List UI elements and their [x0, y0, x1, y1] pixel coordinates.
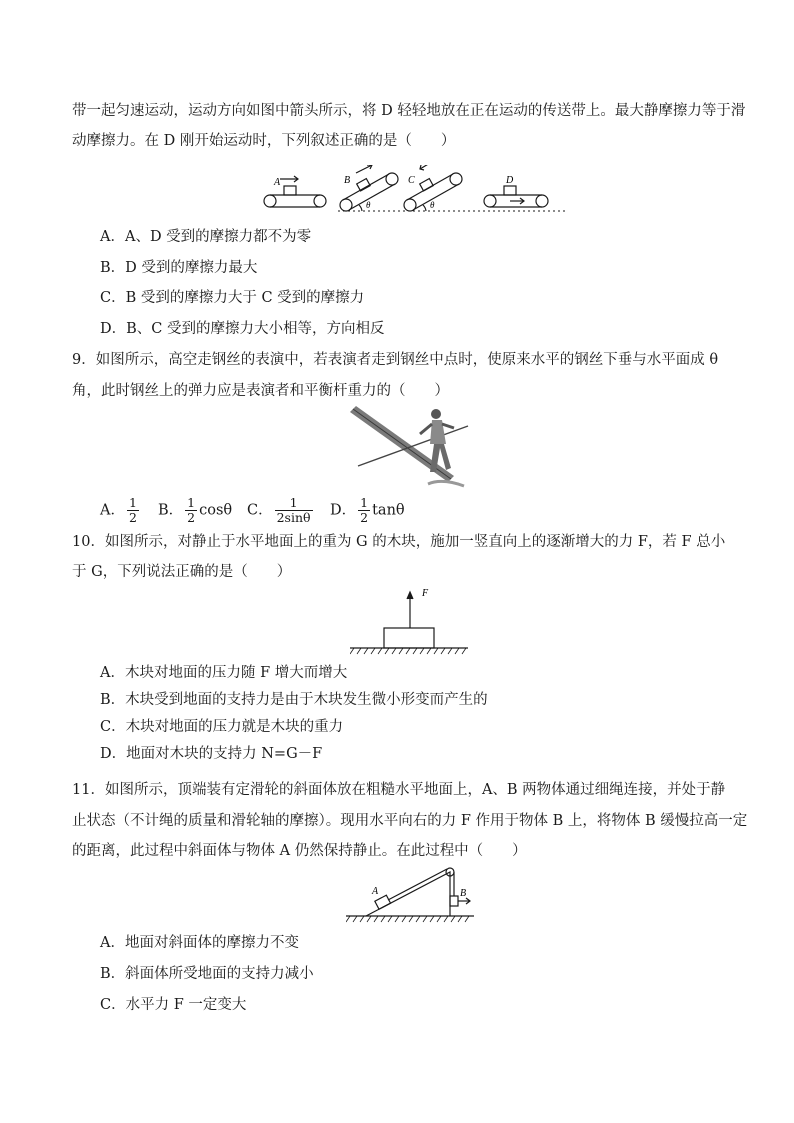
q11-option-c[interactable]: C．水平力 F 一定变大	[100, 997, 247, 1013]
q9-tightrope-figure	[350, 404, 470, 490]
q8-label-theta-b: θ	[366, 200, 371, 210]
q10-option-a[interactable]: A．木块对地面的压力随 F 增大而增大	[100, 665, 348, 681]
q8-option-b[interactable]: B．D 受到的摩擦力最大	[100, 260, 258, 276]
q9-answer-d[interactable]	[330, 496, 405, 525]
q9-answer-b[interactable]	[158, 496, 232, 525]
q9-answer-b-den: 2	[187, 510, 196, 525]
q8-option-a[interactable]: A．A、D 受到的摩擦力都不为零	[100, 229, 312, 245]
q9-text-line-2: 角，此时钢丝上的弹力应是表演者和平衡杆重力的（ ）	[72, 383, 449, 399]
q11-label-a: A	[372, 886, 379, 897]
q9-answer-b-tail: cosθ	[199, 502, 233, 519]
q9-answer-a[interactable]	[100, 496, 141, 525]
q9-answer-d-letter: D．	[330, 502, 357, 519]
q10-option-c[interactable]: C．木块对地面的压力就是木块的重力	[100, 719, 344, 735]
q9-answer-c[interactable]	[247, 496, 315, 525]
q9-text-line-1: 9．如图所示，高空走钢丝的表演中，若表演者走到钢丝中点时，使原来水平的钢丝下垂与水平面成 θ	[72, 352, 719, 368]
q10-option-d[interactable]: D．地面对木块的支持力 N=G－F	[100, 746, 323, 762]
q9-answer-d-fraction	[358, 496, 370, 525]
q8-option-c[interactable]: C．B 受到的摩擦力大于 C 受到的摩擦力	[100, 290, 365, 306]
q11-text-line-2: 止状态（不计绳的质量和滑轮轴的摩擦）。现用水平向右的力 F 作用于物体 B 上，将物体 B 缓慢拉高一定	[72, 813, 748, 829]
q9-answer-c-num: 1	[275, 496, 313, 511]
q8-label-theta-c: θ	[430, 200, 435, 210]
q8-conveyor-figure	[258, 165, 568, 215]
q11-option-b[interactable]: B．斜面体所受地面的支持力减小	[100, 966, 314, 982]
q9-answer-d-num: 1	[360, 495, 369, 510]
q9-answer-a-den: 2	[128, 510, 137, 525]
q11-label-b: B	[460, 888, 467, 899]
q10-text-line-2: 于 G，下列说法正确的是（ ）	[72, 564, 292, 580]
q8-text-line-2: 动摩擦力。在 D 刚开始运动时，下列叙述正确的是（ ）	[72, 133, 456, 149]
q10-block-figure	[350, 584, 470, 658]
q11-text-line-3: 的距离，此过程中斜面体与物体 A 仍然保持静止。在此过程中（ ）	[72, 843, 527, 859]
q8-text-line-1: 带一起匀速运动，运动方向如图中箭头所示，将 D 轻轻地放在正在运动的传送带上。最大静摩擦力等于滑	[72, 103, 746, 119]
q8-option-d[interactable]: D．B、C 受到的摩擦力大小相等，方向相反	[100, 321, 385, 337]
q8-label-a: A	[274, 177, 281, 188]
q10-text-line-1: 10．如图所示，对静止于水平地面上的重为 G 的木块，施加一竖直向上的逐渐增大的力 F，若 F 总小	[72, 534, 726, 550]
q9-answer-c-fraction	[275, 496, 313, 525]
q9-answer-b-fraction	[185, 496, 197, 525]
q10-option-b[interactable]: B．木块受到地面的支持力是由于木块发生微小形变而产生的	[100, 692, 488, 708]
q9-answer-d-tail: tanθ	[372, 502, 405, 519]
q8-label-c: C	[408, 175, 415, 186]
q8-label-d: D	[506, 175, 514, 186]
q9-answer-d-den: 2	[360, 510, 369, 525]
q9-answer-c-den: 2sinθ	[276, 510, 311, 525]
q9-answer-b-letter: B．	[158, 502, 184, 519]
q10-label-f: F	[422, 588, 429, 599]
q11-option-a[interactable]: A．地面对斜面体的摩擦力不变	[100, 935, 299, 951]
q8-label-b: B	[344, 175, 351, 186]
q9-answer-b-num: 1	[187, 495, 196, 510]
q9-answer-a-num: 1	[128, 495, 137, 510]
q11-incline-figure	[346, 862, 476, 924]
q9-answer-a-letter: A．	[100, 502, 125, 519]
q11-text-line-1: 11．如图所示，顶端装有定滑轮的斜面体放在粗糙水平地面上，A、B 两物体通过细绳连接，并处于静	[72, 782, 726, 798]
q9-answer-a-fraction	[127, 496, 139, 525]
q9-answer-c-letter: C．	[247, 502, 273, 519]
